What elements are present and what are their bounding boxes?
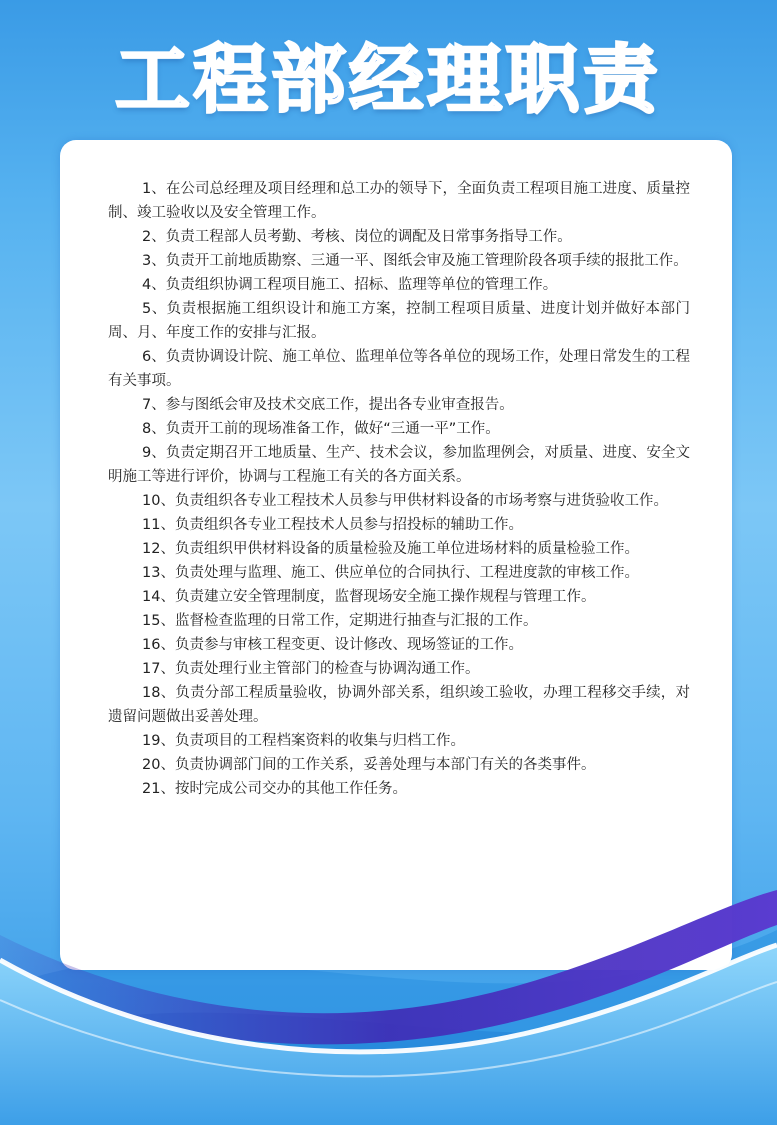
duty-item: 19、负责项目的工程档案资料的收集与归档工作。 bbox=[142, 733, 465, 749]
duty-item: 16、负责参与审核工程变更、设计修改、现场签证的工作。 bbox=[142, 637, 523, 653]
duty-item: 2、负责工程部人员考勤、考核、岗位的调配及日常事务指导工作。 bbox=[142, 229, 572, 245]
duty-item: 17、负责处理行业主管部门的检查与协调沟通工作。 bbox=[142, 661, 480, 677]
duty-item: 8、负责开工前的现场准备工作，做好“三通一平”工作。 bbox=[142, 421, 500, 437]
duty-item: 20、负责协调部门间的工作关系，妥善处理与本部门有关的各类事件。 bbox=[142, 757, 596, 773]
duty-item: 5、负责根据施工组织设计和施工方案，控制工程项目质量、进度计划并做好本部门周、月、年度工作的安排与汇报。 bbox=[108, 301, 690, 341]
duty-item: 10、负责组织各专业工程技术人员参与甲供材料设备的市场考察与进货验收工作。 bbox=[142, 493, 668, 509]
duty-item: 13、负责处理与监理、施工、供应单位的合同执行、工程进度款的审核工作。 bbox=[142, 565, 639, 581]
duty-item: 15、监督检查监理的日常工作，定期进行抽查与汇报的工作。 bbox=[142, 613, 538, 629]
duty-item: 21、按时完成公司交办的其他工作任务。 bbox=[142, 781, 407, 797]
duty-item: 7、参与图纸会审及技术交底工作，提出各专业审查报告。 bbox=[142, 397, 514, 413]
duty-item: 12、负责组织甲供材料设备的质量检验及施工单位进场材料的质量检验工作。 bbox=[142, 541, 639, 557]
duty-item: 3、负责开工前地质勘察、三通一平、图纸会审及施工管理阶段各项手续的报批工作。 bbox=[142, 253, 688, 269]
duty-item: 14、负责建立安全管理制度，监督现场安全施工操作规程与管理工作。 bbox=[142, 589, 596, 605]
duty-item: 11、负责组织各专业工程技术人员参与招投标的辅助工作。 bbox=[142, 517, 523, 533]
duty-item: 9、负责定期召开工地质量、生产、技术会议，参加监理例会，对质量、进度、安全文明施工等进行评价，协调与工程施工有关的各方面关系。 bbox=[108, 445, 690, 485]
duty-item: 1、在公司总经理及项目经理和总工办的领导下，全面负责工程项目施工进度、质量控制、竣工验收以及安全管理工作。 bbox=[108, 181, 690, 221]
page-title: 工程部经理职责 bbox=[115, 37, 662, 123]
duty-item: 4、负责组织协调工程项目施工、招标、监理等单位的管理工作。 bbox=[142, 277, 558, 293]
duties-list bbox=[108, 177, 690, 801]
duty-item: 18、负责分部工程质量验收，协调外部关系，组织竣工验收，办理工程移交手续，对遗留问题做出妥善处理。 bbox=[108, 685, 690, 725]
duty-item: 6、负责协调设计院、施工单位、监理单位等各单位的现场工作，处理日常发生的工程有关事项。 bbox=[108, 349, 690, 389]
